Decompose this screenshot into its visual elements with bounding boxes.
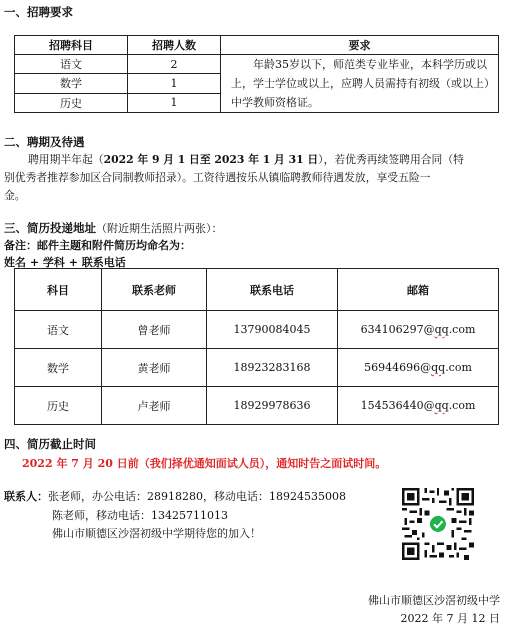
email-domain: qq <box>434 399 449 412</box>
contact-table <box>14 268 499 425</box>
section2-title: 二、聘期及待遇 <box>4 135 85 149</box>
row-count: 1 <box>128 93 221 112</box>
email-tld: .com <box>448 323 476 336</box>
table-row <box>15 55 499 74</box>
row-phone: 18923283168 <box>207 349 338 387</box>
contact-line1 <box>4 488 346 504</box>
row-phone: 18929978636 <box>207 387 338 425</box>
header-count: 招聘人数 <box>128 36 221 55</box>
footer-org: 佛山市顺德区沙滘初级中学 <box>368 594 500 607</box>
closing-message: 佛山市顺德区沙滘初级中学期待您的加入！ <box>52 527 261 540</box>
recruitment-table <box>14 35 499 113</box>
table-row <box>15 387 499 425</box>
row-teacher: 黄老师 <box>102 349 207 387</box>
row-email <box>338 349 499 387</box>
email-id: 634106297@ <box>360 323 435 336</box>
table-row <box>15 349 499 387</box>
row-teacher: 曾老师 <box>102 311 207 349</box>
row-subject: 语文 <box>15 311 102 349</box>
section3-title-note: （附近期生活照片两张）： <box>96 222 223 235</box>
section2-line1-prefix: 聘用期半年起（ <box>28 153 104 166</box>
section2-line1 <box>28 152 464 167</box>
row-subject: 数学 <box>15 349 102 387</box>
row-subject: 语文 <box>15 55 128 74</box>
row-count: 2 <box>128 55 221 74</box>
row-subject: 数学 <box>15 74 128 93</box>
section1-title: 一、招聘要求 <box>4 5 73 19</box>
qr-code-image <box>402 488 474 560</box>
contact-chen: 陈老师，移动电话：13425711013 <box>52 509 228 522</box>
section3-title: 三、简历投递地址 <box>4 221 96 235</box>
email-tld: .com <box>445 361 472 374</box>
header-subject: 招聘科目 <box>15 36 128 55</box>
header-phone: 联系电话 <box>207 269 338 311</box>
section3-title-line <box>4 220 223 236</box>
deadline-text: 2022 年 7 月 20 日前（我们择优通知面试人员），通知时告之面试时间。 <box>22 457 387 470</box>
section2-line3: 金。 <box>4 189 26 202</box>
table-row <box>15 311 499 349</box>
email-domain: qq <box>431 361 446 374</box>
requirement-text: 年龄35岁以下，师范类专业毕业，本科学历或以上，学士学位或以上，应聘人员需持有初级（或以上）中学教师资格证。 <box>221 55 499 113</box>
section2-line2: 别优秀者推荐参加区合同制教师招录）。工资待遇按乐从镇临聘教师待遇发放，享受五险一 <box>4 171 431 184</box>
header-email: 邮箱 <box>338 269 499 311</box>
row-email <box>338 311 499 349</box>
email-tld: .com <box>448 399 476 412</box>
row-subject: 历史 <box>15 93 128 112</box>
header-requirement: 要求 <box>221 36 499 55</box>
email-subject-format: 姓名 + 学科 + 联系电话 <box>4 256 126 269</box>
row-subject: 历史 <box>15 387 102 425</box>
row-count: 1 <box>128 74 221 93</box>
header-teacher: 联系老师 <box>102 269 207 311</box>
section4-title: 四、简历截止时间 <box>4 437 96 451</box>
contact-zhang: 张老师，办公电话：28918280，移动电话：18924535008 <box>48 490 346 503</box>
email-domain: qq <box>434 323 449 336</box>
email-id: 154536440@ <box>360 399 435 412</box>
email-id: 56944696@ <box>364 361 432 374</box>
contact-label: 联系人： <box>4 490 48 503</box>
header-subject: 科目 <box>15 269 102 311</box>
employment-period: 2022 年 9 月 1 日至 2023 年 1 月 31 日 <box>103 153 319 166</box>
row-teacher: 卢老师 <box>102 387 207 425</box>
email-subject-note: 备注：邮件主题和附件简历均命名为： <box>4 239 191 252</box>
row-email <box>338 387 499 425</box>
section2-line1-suffix: ），若优秀再续签聘用合同（特 <box>318 153 464 166</box>
footer-date: 2022 年 7 月 12 日 <box>400 612 500 625</box>
row-phone: 13790084045 <box>207 311 338 349</box>
